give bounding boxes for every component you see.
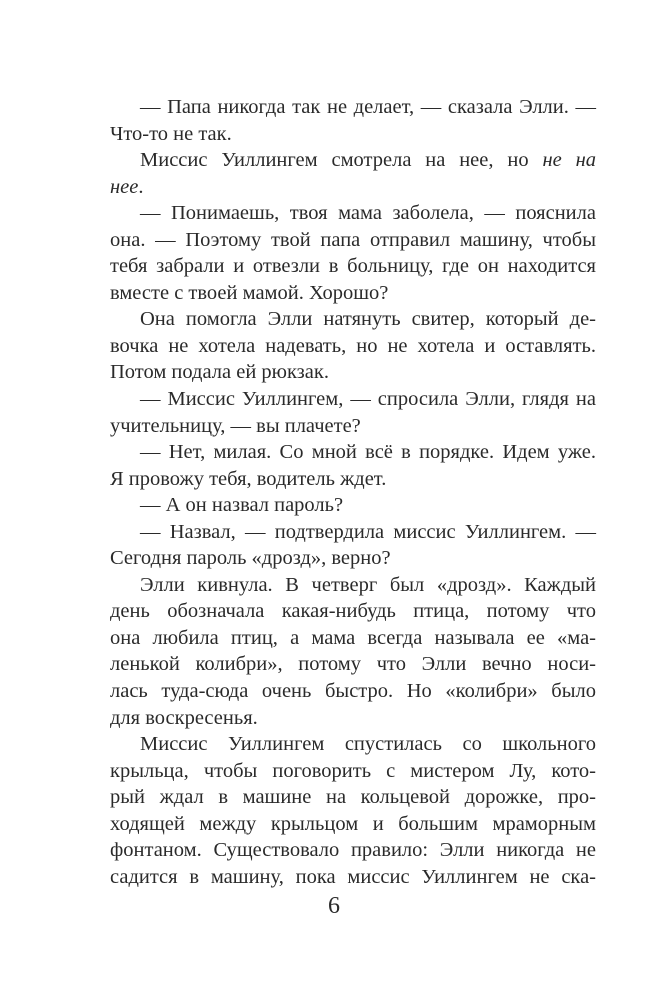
line-text: Миссис Уиллингем спустилась со школьного bbox=[140, 733, 596, 756]
text-line bbox=[110, 227, 596, 254]
text-line bbox=[110, 174, 596, 201]
line-text: крыльца, чтобы поговорить с мистером Лу, кото- bbox=[110, 759, 596, 782]
line-text: вочка не хотела надевать, но не хотела и оставлять. bbox=[110, 334, 596, 357]
text-line bbox=[110, 333, 596, 360]
text-line bbox=[110, 359, 596, 386]
text-line bbox=[110, 572, 596, 599]
line-text: ленькой колибри», потому что Элли вечно носи- bbox=[110, 653, 596, 676]
text-line bbox=[110, 784, 596, 811]
line-text: Миссис Уиллингем смотрела на нее, но bbox=[140, 149, 543, 172]
text-line bbox=[110, 837, 596, 864]
text-line bbox=[110, 519, 596, 546]
line-text: Она помогла Элли натянуть свитер, который де- bbox=[140, 308, 596, 331]
line-text: тебя забрали и отвезли в больницу, где он находится bbox=[110, 255, 596, 278]
line-text: рый ждал в машине на кольцевой дорожке, про- bbox=[110, 786, 596, 809]
text-line bbox=[110, 413, 596, 440]
line-text: Потом подала ей рюкзак. bbox=[110, 361, 329, 384]
line-text: Что-то не так. bbox=[110, 122, 232, 145]
line-text: — Понимаешь, твоя мама заболела, — пояснила bbox=[140, 202, 596, 225]
text-line bbox=[110, 598, 596, 625]
text-line bbox=[110, 731, 596, 758]
text-line bbox=[110, 147, 596, 174]
text-line bbox=[110, 758, 596, 785]
text-line bbox=[110, 280, 596, 307]
text-line bbox=[110, 466, 596, 493]
line-text: лась туда-сюда очень быстро. Но «колибри» было bbox=[110, 680, 596, 703]
line-text: Я провожу тебя, водитель ждет. bbox=[110, 467, 387, 490]
text-line bbox=[110, 306, 596, 333]
text-line bbox=[110, 705, 596, 732]
line-text: ходящей между крыльцом и большим мраморным bbox=[110, 812, 596, 835]
line-text: садится в машину, пока миссис Уиллингем не ска- bbox=[110, 865, 596, 888]
italic-text: нее bbox=[110, 175, 139, 198]
line-text: день обозначала какая-нибудь птица, потому что bbox=[110, 600, 596, 623]
text-line bbox=[110, 386, 596, 413]
text-line bbox=[110, 253, 596, 280]
text-line bbox=[110, 121, 596, 148]
line-text: она любила птиц, а мама всегда называла ее «ма- bbox=[110, 626, 596, 649]
text-line bbox=[110, 625, 596, 652]
text-line bbox=[110, 439, 596, 466]
text-line bbox=[110, 651, 596, 678]
line-text: она. — Поэтому твой папа отправил машину, чтобы bbox=[110, 228, 596, 251]
text-line bbox=[110, 678, 596, 705]
line-text: для воскресенья. bbox=[110, 706, 258, 729]
italic-text: не на bbox=[542, 149, 596, 172]
line-text: вместе с твоей мамой. Хорошо? bbox=[110, 281, 389, 304]
text-line bbox=[110, 545, 596, 572]
text-line bbox=[110, 94, 596, 121]
line-text: — Миссис Уиллингем, — спросила Элли, глядя на bbox=[140, 388, 596, 411]
text-line bbox=[110, 811, 596, 838]
line-text: фонтаном. Существовало правило: Элли никогда не bbox=[110, 839, 596, 862]
line-text: — Назвал, — подтвердила миссис Уиллингем. — bbox=[140, 520, 596, 543]
page-number: 6 bbox=[328, 893, 340, 919]
line-text: учительницу, — вы плачете? bbox=[110, 414, 361, 437]
book-page-text bbox=[110, 94, 596, 890]
line-text: — Нет, милая. Со мной всё в порядке. Идем уже. bbox=[140, 441, 596, 464]
line-text: — А он назвал пароль? bbox=[140, 494, 344, 517]
text-line bbox=[110, 864, 596, 891]
text-line bbox=[110, 492, 596, 519]
text-line bbox=[110, 200, 596, 227]
line-text: . bbox=[138, 175, 144, 198]
line-text: Сегодня пароль «дрозд», верно? bbox=[110, 547, 391, 570]
line-text: — Папа никогда так не делает, — сказала Элли. — bbox=[140, 96, 596, 118]
line-text: Элли кивнула. В четверг был «дрозд». Каждый bbox=[140, 573, 596, 596]
